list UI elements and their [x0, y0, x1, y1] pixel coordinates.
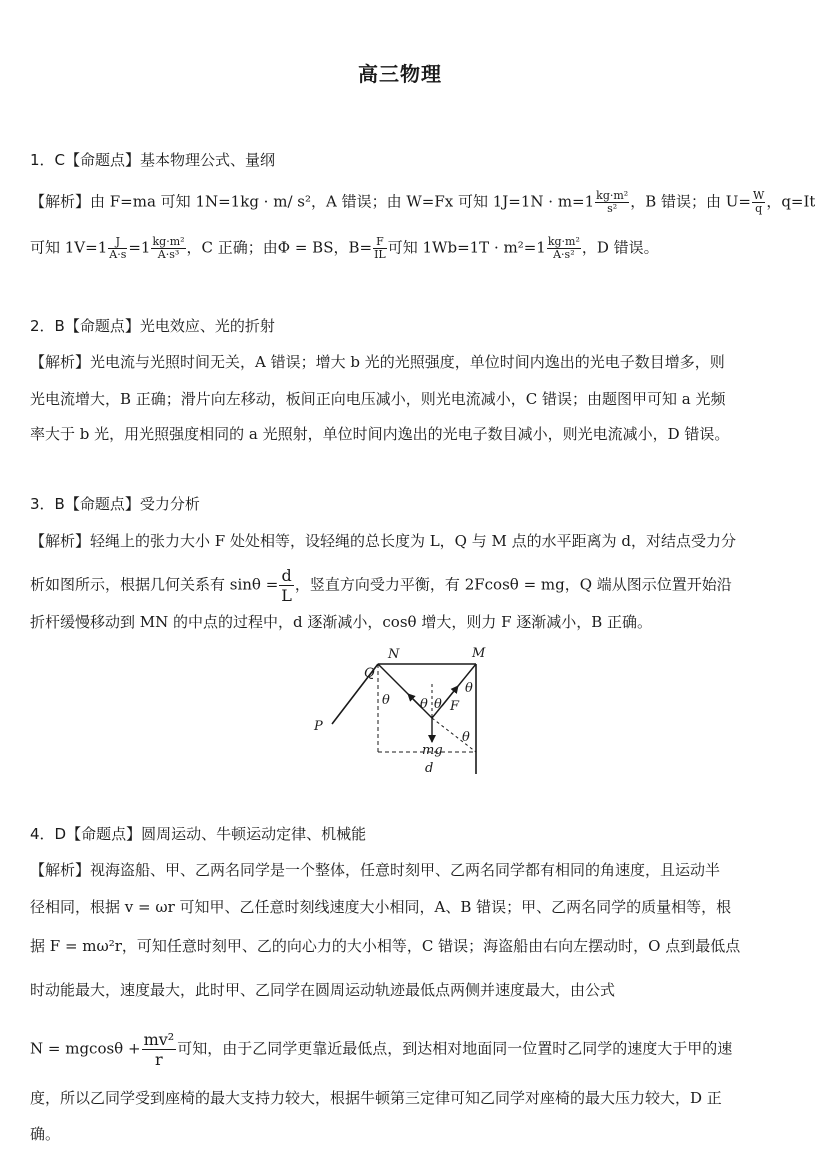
q4-frac: [142, 1030, 177, 1069]
q1-frac-2: [752, 190, 765, 215]
q4-heading: 4．D【命题点】圆周运动、牛顿运动定律、机械能: [30, 825, 367, 843]
frac-den: A·s: [109, 248, 127, 261]
q1-text-2a: 可知 1V=1: [30, 238, 108, 257]
q1-text-1c: ，q=It: [766, 192, 815, 211]
label-d: d: [425, 761, 434, 776]
q1-text-1a: 【解析】由 F=ma 可知 1N=1kg · m/ s²，A 错误；由 W=Fx 可知 1J=1N · m=1: [30, 192, 595, 211]
q1-heading: 1．C【命题点】基本物理公式、量纲: [30, 151, 276, 169]
frac-num: W: [753, 189, 765, 202]
label-N: N: [388, 647, 400, 662]
q4-text-5b: 可知，由于乙同学更靠近最低点，到达相对地面同一位置时乙同学的速度大于甲的速: [177, 1039, 733, 1058]
q2-heading: 2．B【命题点】光电效应、光的折射: [30, 317, 275, 335]
label-theta: θ: [420, 697, 428, 712]
label-theta: θ: [462, 730, 470, 745]
q4-line-7: 确。: [30, 1125, 61, 1143]
label-theta: θ: [465, 681, 473, 696]
frac-den: IL: [374, 248, 386, 261]
q1-frac-1: [595, 190, 629, 215]
label-theta: θ: [434, 697, 442, 712]
frac-num: J: [108, 236, 127, 249]
q3-text-2a: 析如图所示，根据几何关系有 sinθ =: [30, 575, 279, 594]
q2-line-3: 率大于 b 光，用光照强度相同的 a 光照射，单位时间内逸出的光电子数目减小，则光电流减小，D 错误。: [30, 425, 730, 443]
frac-den: r: [155, 1050, 163, 1069]
force-diagram: [300, 644, 500, 779]
q1-text-2e: ，D 错误。: [581, 238, 659, 257]
q2-line-1: 【解析】光电流与光照时间无关，A 错误；增大 b 光的光照强度，单位时间内逸出的光电子数目增多，则: [30, 353, 725, 371]
label-F: F: [450, 699, 460, 714]
frac-num: d: [279, 566, 294, 586]
q3-frac: [279, 566, 294, 605]
q1-text-2b: =1: [128, 238, 151, 257]
frac-den: q: [755, 202, 763, 215]
frac-num: F: [373, 236, 387, 249]
q1-text-2d: 可知 1Wb=1T · m²=1: [387, 238, 546, 257]
q4-line-6: 度，所以乙同学受到座椅的最大支持力较大，根据牛顿第三定律可知乙同学对座椅的最大压力较大，D 正: [30, 1089, 722, 1107]
label-M: M: [472, 646, 486, 661]
q4-text-5a: N = mgcosθ +: [30, 1039, 141, 1058]
frac-den: A·s³: [157, 248, 180, 261]
q1-frac-4: [151, 236, 185, 261]
frac-num: kg·m²: [547, 235, 580, 248]
label-theta: θ: [382, 693, 390, 708]
frac-num: kg·m²: [152, 235, 185, 248]
label-P: P: [314, 719, 323, 734]
q4-line-4: 时动能最大，速度最大，此时甲、乙同学在圆周运动轨迹最低点两侧并速度最大，由公式: [30, 981, 616, 999]
q2-line-2: 光电流增大，B 正确；滑片向左移动，板间正向电压减小，则光电流减小，C 错误；由题图甲可知 a 光频: [30, 390, 726, 408]
q1-frac-6: [547, 236, 581, 261]
label-Q: Q: [364, 666, 375, 681]
q4-line-1: 【解析】视海盗船、甲、乙两名同学是一个整体，任意时刻甲、乙两名同学都有相同的角速度，且运动半: [30, 861, 721, 879]
q4-line-2: 径相同，根据 v = ωr 可知甲、乙任意时刻线速度大小相同，A、B 错误；甲、乙两名同学的质量相等，根: [30, 898, 732, 916]
q1-line-1: [30, 189, 815, 215]
q1-frac-5: [373, 236, 387, 261]
q3-line-3: 折杆缓慢移动到 MN 的中点的过程中，d 逐渐减小，cosθ 增大，则力 F 逐渐减小，B 正确。: [30, 613, 653, 631]
page-title: 高三物理: [358, 62, 442, 86]
frac-den: s²: [607, 202, 618, 215]
q3-line-2: [30, 566, 775, 605]
q3-heading: 3．B【命题点】受力分析: [30, 495, 200, 513]
label-mg: mg: [422, 743, 443, 758]
q1-line-2: [30, 236, 775, 261]
frac-num: kg·m²: [596, 189, 629, 202]
q3-line-1: 【解析】轻绳上的张力大小 F 处处相等，设轻绳的总长度为 L，Q 与 M 点的水平距离为 d，对结点受力分: [30, 532, 737, 550]
q1-text-1b: ，B 错误；由 U=: [630, 192, 751, 211]
frac-den: A·s²: [553, 248, 575, 261]
q1-frac-3: [108, 236, 127, 261]
frac-num: mv²: [143, 1030, 175, 1049]
q1-text-2c: ，C 正确；由Φ = BS，B=: [186, 238, 373, 257]
q4-line-3: 据 F = mω²r，可知任意时刻甲、乙的向心力的大小相等，C 错误；海盗船由右向左摆动时，O 点到最低点: [30, 937, 741, 955]
frac-den: L: [281, 586, 292, 605]
q3-text-2b: ，竖直方向受力平衡，有 2Fcosθ = mg，Q 端从图示位置开始沿: [294, 575, 732, 594]
q4-line-5: [30, 1030, 775, 1069]
